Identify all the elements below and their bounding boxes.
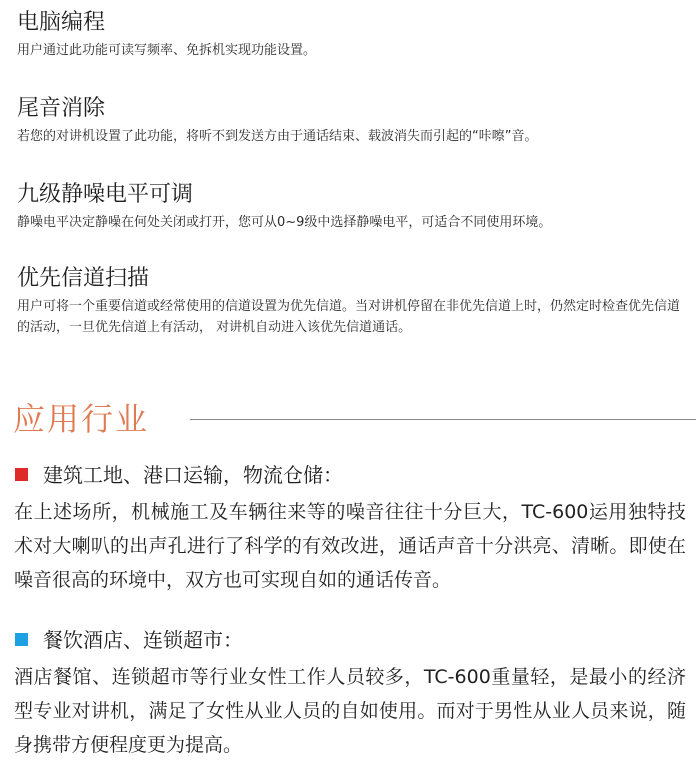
industry-hotel-supermarket: [14, 626, 686, 762]
section-header: [13, 398, 688, 442]
feature-description: 静噪电平决定静噪在何处关闭或打开，您可从0~9级中选择静噪电平，可适合不同使用环境。: [17, 215, 552, 230]
industry-title: 建筑工地、港口运输，物流仓储：: [43, 463, 343, 487]
feature-description: 若您的对讲机设置了此功能，将听不到发送方由于通话结束、载波消失而引起的“咔嚓”音。: [17, 129, 538, 144]
feature-title: 优先信道扫描: [17, 266, 150, 291]
industry-construction-logistics: [14, 461, 686, 597]
feature-tail-tone-elimination: [17, 95, 687, 147]
feature-title: 九级静噪电平可调: [17, 182, 194, 207]
industry-header: [14, 626, 686, 656]
feature-description: 用户可将一个重要信道或经常使用的信道设置为优先信道。当对讲机停留在非优先信道上时，仍然定时检查优先信道的活动，一旦优先信道上有活动， 对讲机自动进入该优先信道通话。: [17, 299, 681, 335]
feature-title: 电脑编程: [17, 10, 106, 35]
feature-computer-programming: [17, 9, 687, 61]
section-divider: [190, 419, 696, 420]
red-square-bullet-icon: [15, 468, 28, 481]
blue-square-bullet-icon: [15, 633, 28, 646]
industry-header: [14, 461, 686, 491]
industry-description: 在上述场所，机械施工及车辆往来等的噪音往往十分巨大，TC-600运用独特技术对大喇叭的出声孔进行了科学的有效改进，通话声音十分洪亮、清晰。即使在噪音很高的环境中，双方也可实现自如的通话传音。: [14, 501, 686, 591]
feature-description: 用户通过此功能可读写频率、免拆机实现功能设置。: [17, 43, 317, 58]
industry-title: 餐饮酒店、连锁超市：: [43, 628, 243, 652]
section-title: 应用行业: [13, 400, 150, 438]
feature-title: 尾音消除: [17, 96, 106, 121]
industry-description: 酒店餐馆、连锁超市等行业女性工作人员较多，TC-600重量轻，是最小的经济型专业对讲机，满足了女性从业人员的自如使用。而对于男性从业人员来说，随身携带方便程度更为提高。: [14, 666, 686, 756]
feature-priority-channel-scan: [17, 265, 687, 338]
feature-squelch-level: [17, 181, 687, 233]
